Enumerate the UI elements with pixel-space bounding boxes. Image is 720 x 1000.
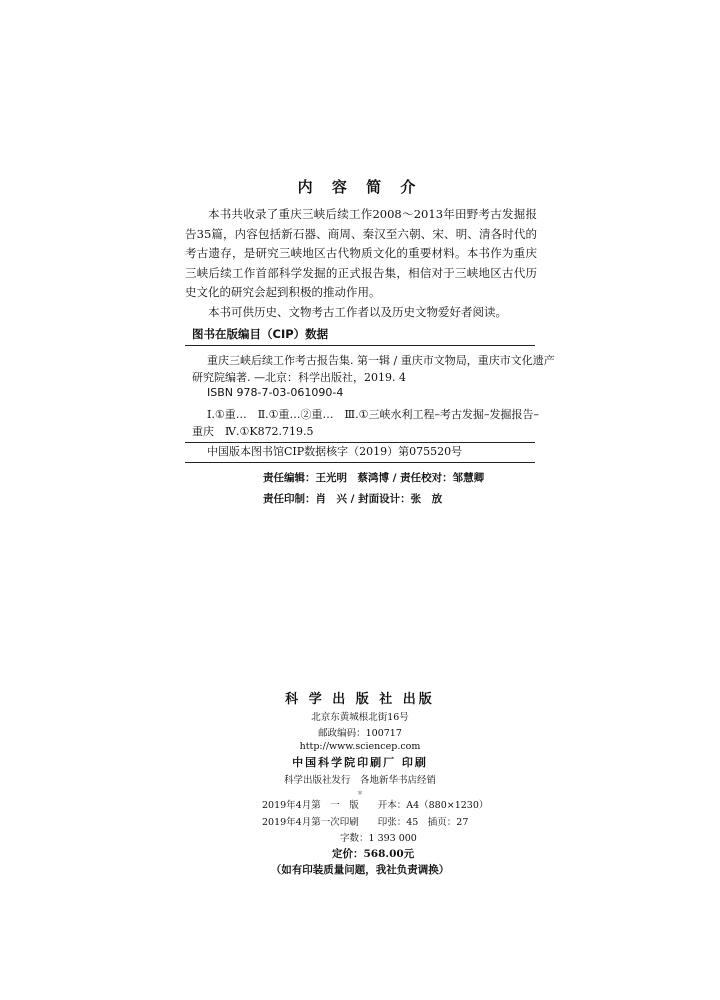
cip-top-rule (185, 345, 535, 346)
printing-info: 2019年4月第一次印刷 印张：45 插页：27 (262, 817, 469, 828)
cip-number: 中国版本图书馆CIP数据核字（2019）第075520号 (207, 445, 463, 458)
price: 定价：568.00元 (332, 848, 415, 860)
cip-bottom-rule (185, 462, 535, 463)
credit-print-design: 责任印制：肖 兴 / 封面设计：张 放 (263, 493, 443, 505)
word-count: 字数：1 393 000 (340, 833, 417, 844)
summary-paragraph: 本书共收录了重庆三峡后续工作2008～2013年田野考古发掘报告35篇，内容包括新石器、商周、秦汉至六朝、宋、明、清各时代的考古遗存，是研究三峡地区古代物质文化的重要材料。本书作为重庆三峡后续工作首部科学发掘的正式报告集，相信对于三峡地区古代历史文化的研究会起到积极的推动作用。 (185, 207, 537, 299)
printer-name: 中国科学院印刷厂 印刷 (292, 756, 428, 769)
distribution: 科学出版社发行 各地新华书店经销 (283, 775, 436, 786)
cip-isbn: ISBN 978-7-03-061090-4 (207, 386, 344, 399)
cip-heading: 图书在版编目（CIP）数据 (192, 327, 329, 341)
credit-editors: 责任编辑：王光明 蔡鸿博 / 责任校对：邹慧卿 (263, 472, 485, 484)
cip-title-line: 重庆三峡后续工作考古报告集. 第一辑 / 重庆市文物局，重庆市文化遗产 (207, 354, 555, 367)
publisher-address: 北京东黄城根北街16号 (311, 712, 409, 723)
quality-notice: （如有印装质量问题，我社负责调换） (270, 864, 450, 876)
colophon-separator: ＊ (356, 790, 363, 797)
publisher-postcode: 邮政编码：100717 (318, 728, 402, 739)
summary-paragraph: 本书可供历史、文物考古工作者以及历史文物爱好者阅读。 (208, 304, 507, 319)
publisher-name: 科 学 出 版 社 出版 (285, 692, 435, 707)
edition-info: 2019年4月第 一 版 开本：A4（880×1230） (262, 800, 489, 811)
cip-title-line: 研究院编著. —北京：科学出版社，2019. 4 (192, 371, 406, 384)
cip-classification: Ⅰ.①重… Ⅱ.①重…②重… Ⅲ.①三峡水利工程–考古发掘–发掘报告– (207, 408, 540, 421)
summary-body (185, 205, 537, 322)
publisher-website: http://www.sciencep.com (299, 741, 421, 752)
cip-classification: 重庆 Ⅳ.①K872.719.5 (192, 425, 314, 438)
summary-title: 内 容 简 介 (297, 178, 423, 196)
